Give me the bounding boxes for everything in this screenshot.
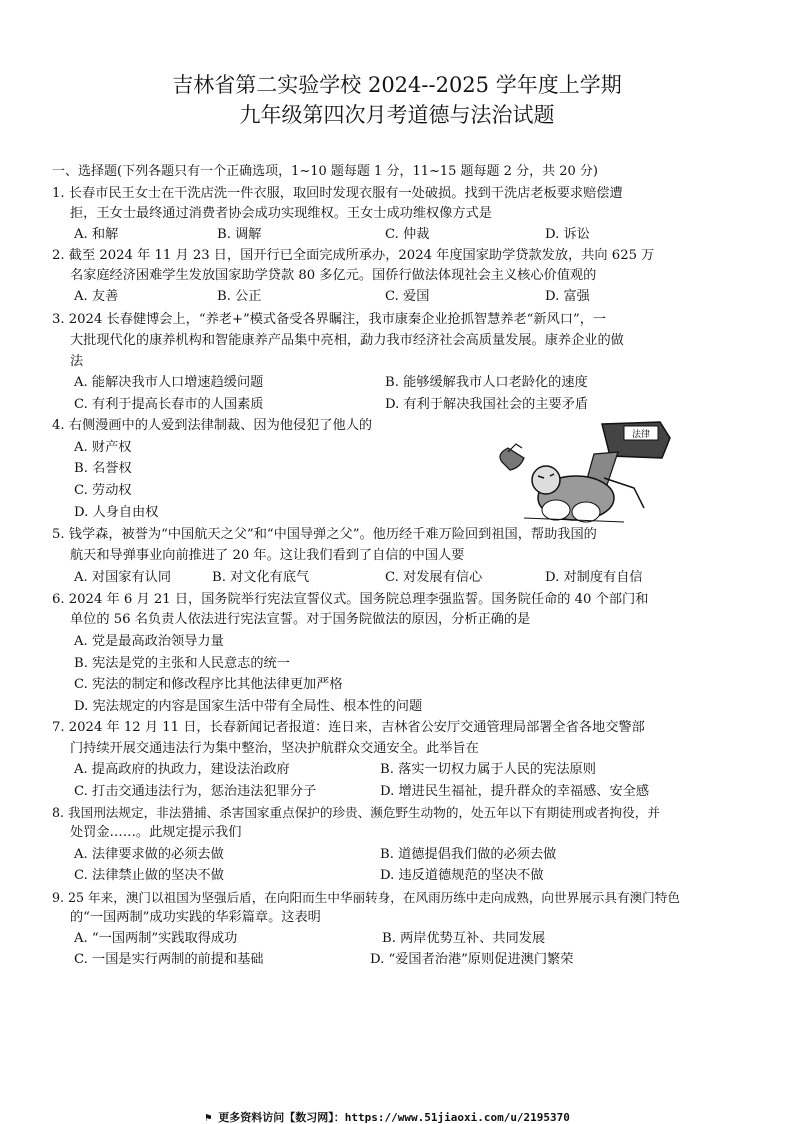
q3-line2: 大批现代化的康养机构和智能康养产品集中亮相，勐力我市经济社会高质量发展。康养企业的做 bbox=[70, 333, 624, 348]
q4-option-c[interactable]: C. 劳动权 bbox=[74, 483, 132, 498]
q6-line2: 单位的 56 名负责人依法进行宪法宣誓。对于国务院做法的原因，分析正确的是 bbox=[70, 612, 531, 627]
q5-option-b[interactable]: B. 对文化有底气 bbox=[212, 570, 310, 585]
q9-option-b[interactable]: B. 两岸优势互补、共同发展 bbox=[382, 931, 546, 946]
q8-line2: 处罚金……。此规定提示我们 bbox=[70, 825, 242, 840]
q7-option-a[interactable]: A. 提高政府的执政力，建设法治政府 bbox=[74, 762, 290, 777]
q7-option-d[interactable]: D. 增进民生福祉，提升群众的幸福感、安全感 bbox=[380, 784, 650, 799]
law-cartoon-image bbox=[484, 418, 674, 526]
q5-option-c[interactable]: C. 对发展有信心 bbox=[385, 570, 483, 585]
q7-line1: 7. 2024 年 12 月 11 日，长春新闻记者报道：连日来，吉林省公安厅交通管理局部署全省各地交警部 bbox=[52, 720, 645, 735]
q9-line2: 的“一国两制”成功实践的华彩篇章。这表明 bbox=[70, 910, 321, 925]
q6-option-a[interactable]: A. 党是最高政治领导力量 bbox=[74, 634, 224, 649]
q2-option-a[interactable]: A. 友善 bbox=[74, 289, 119, 304]
q6-option-b[interactable]: B. 宪法是党的主张和人民意志的统一 bbox=[74, 656, 290, 671]
q6-line1: 6. 2024 年 6 月 21 日，国务院举行宪法宣誓仪式。国务院总理李强监誓。国务院任命的 40 个部门和 bbox=[52, 592, 649, 607]
q9-option-a[interactable]: A. “一国两制”实践取得成功 bbox=[74, 931, 238, 946]
q5-line2: 航天和导弹事业向前推进了 20 年。这让我们看到了自信的中国人要 bbox=[70, 548, 465, 563]
q8-line1: 8. 我国刑法规定，非法猎捕、杀害国家重点保护的珍贵、濒危野生动物的，处五年以下有期徒刑或者拘役，并 bbox=[52, 805, 660, 820]
q1-line1: 1. 长春市民王女士在干洗店洗一件衣服，取回时发现衣服有一处破损。找到干洗店老板要求赔偿遭 bbox=[52, 186, 623, 201]
flag-icon: ⚑ bbox=[205, 1111, 212, 1124]
q2-option-c[interactable]: C. 爱国 bbox=[385, 289, 430, 304]
q9-option-c[interactable]: C. 一国是实行两制的前提和基础 bbox=[74, 952, 264, 967]
q1-option-d[interactable]: D. 诉讼 bbox=[545, 227, 590, 242]
q4-option-b[interactable]: B. 名誉权 bbox=[74, 461, 132, 476]
footer-link[interactable] bbox=[205, 1112, 570, 1124]
q5-option-d[interactable]: D. 对制度有自信 bbox=[545, 570, 643, 585]
q7-option-b[interactable]: B. 落实一切权力属于人民的宪法原则 bbox=[380, 762, 596, 777]
q2-option-d[interactable]: D. 富强 bbox=[545, 289, 590, 304]
q1-line2: 拒，王女士最终通过消费者协会成功实现维权。王女士成功维权像方式是 bbox=[70, 206, 492, 221]
exam-title-line1: 吉林省第二实验学校 2024--2025 学年度上学期 bbox=[172, 73, 622, 97]
q1-option-b[interactable]: B. 调解 bbox=[217, 227, 262, 242]
q5-option-a[interactable]: A. 对国家有认同 bbox=[74, 570, 172, 585]
q6-option-c[interactable]: C. 宪法的制定和修改程序比其他法律更加严格 bbox=[74, 677, 343, 692]
q1-option-c[interactable]: C. 仲裁 bbox=[385, 227, 430, 242]
q8-option-c[interactable]: C. 法律禁止做的坚决不做 bbox=[74, 868, 224, 883]
q6-option-d[interactable]: D. 宪法规定的内容是国家生活中带有全局性、根本性的问题 bbox=[74, 699, 423, 714]
q9-option-d[interactable]: D. “爱国者治港”原则促进澳门繁荣 bbox=[370, 952, 574, 967]
q2-line2: 名家庭经济困难学生发放国家助学贷款 80 多亿元。国侨行做法体现社会主义核心价值观的 bbox=[70, 268, 597, 283]
q4-line1: 4. 右侧漫画中的人爱到法律制裁、因为他侵犯了他人的 bbox=[52, 418, 373, 433]
q9-line1: 9. 25 年来，澳门以祖国为坚强后盾，在向阳而生中华丽转身，在风雨历练中走向成熟，向世界展示具有澳门特色 bbox=[52, 890, 680, 905]
q3-option-b[interactable]: B. 能够缓解我市人口老龄化的速度 bbox=[385, 375, 588, 390]
q3-option-c[interactable]: C. 有利于提高长春市的人国素质 bbox=[74, 397, 264, 412]
q4-option-d[interactable]: D. 人身自由权 bbox=[74, 505, 159, 520]
q3-line1: 3. 2024 长春健博会上，“养老+”模式备受各界瞩注，我市康秦企业抢抓智慧养老“新风口”，一 bbox=[52, 312, 607, 327]
q2-line1: 2. 截至 2024 年 11 月 23 日，国开行已全面完成所承办，2024 年度国家助学贷款发放，共向 625 万 bbox=[52, 248, 655, 263]
q1-option-a[interactable]: A. 和解 bbox=[74, 227, 119, 242]
q2-option-b[interactable]: B. 公正 bbox=[217, 289, 262, 304]
q3-option-a[interactable]: A. 能解决我市人口增速趋缓问题 bbox=[74, 375, 264, 390]
q7-line2: 门持续开展交通违法行为集中整治，坚决护航群众交通安全。此举旨在 bbox=[70, 741, 479, 756]
q7-option-c[interactable]: C. 打击交通违法行为，惩治违法犯罪分子 bbox=[74, 784, 317, 799]
q8-option-a[interactable]: A. 法律要求做的必须去做 bbox=[74, 847, 224, 862]
q4-option-a[interactable]: A. 财产权 bbox=[74, 440, 132, 455]
exam-title-line2: 九年级第四次月考道德与法治试题 bbox=[239, 103, 555, 127]
q3-option-d[interactable]: D. 有利于解决我国社会的主要矛盾 bbox=[385, 397, 589, 412]
q5-line1: 5. 钱学森，被誉为“中国航天之父”和“中国导弹之父”。他历经千难万险回到祖国，帮助我国的 bbox=[52, 527, 597, 542]
footer-text[interactable]: 更多资料访问【数习网】：https://www.51jiaoxi.com/u/2195370 bbox=[218, 1111, 570, 1124]
cartoon-law-sign: 法律 bbox=[631, 430, 651, 440]
q3-line3: 法 bbox=[70, 354, 84, 369]
section-heading: 一、选择题(下列各题只有一个正确选项，1~10 题每题 1 分，11~15 题每题 2 分，共 20 分) bbox=[52, 164, 598, 179]
q8-option-d[interactable]: D. 违反道德规范的坚决不做 bbox=[380, 868, 544, 883]
q8-option-b[interactable]: B. 道德提倡我们做的必须去做 bbox=[380, 847, 557, 862]
